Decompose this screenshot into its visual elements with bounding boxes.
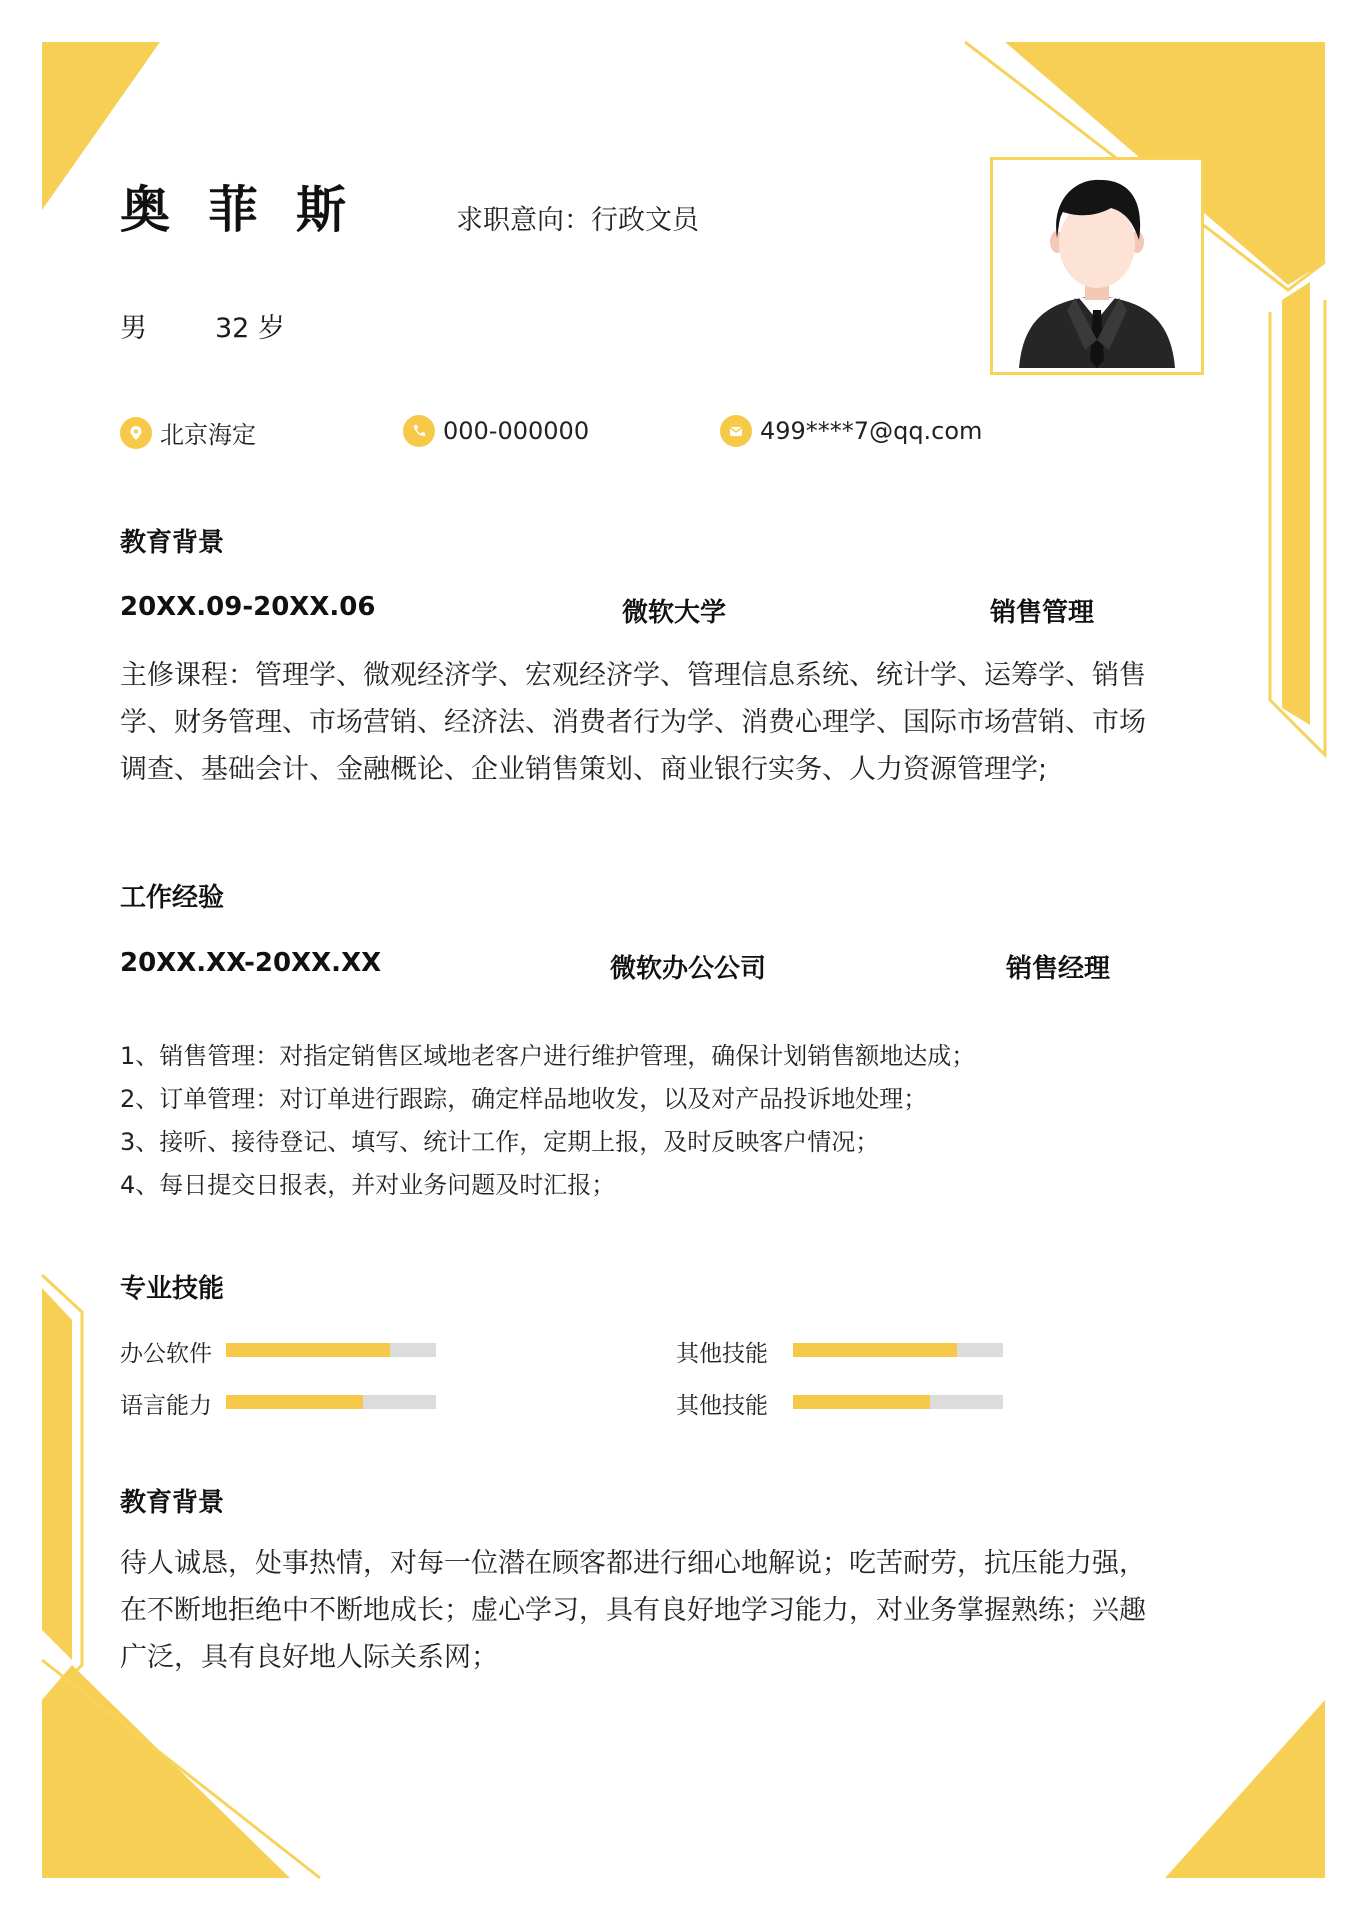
education-major: 销售管理 bbox=[990, 598, 1095, 628]
work-duty-item: 3、接听、接待登记、填写、统计工作，定期上报，及时反映客户情况； bbox=[120, 1128, 880, 1156]
skill-bar bbox=[226, 1395, 436, 1409]
work-duty-item: 4、每日提交日报表，并对业务问题及时汇报； bbox=[120, 1171, 616, 1199]
work-duty-item: 2、订单管理：对订单进行跟踪，确定样品地收发，以及对产品投诉地处理； bbox=[120, 1085, 928, 1113]
contact-email[interactable] bbox=[720, 415, 982, 447]
skill-bar-fill bbox=[793, 1395, 930, 1409]
work-period: 20XX.XX-20XX.XX bbox=[120, 948, 382, 978]
location-text: 北京海定 bbox=[160, 421, 256, 449]
profile-photo bbox=[990, 157, 1204, 375]
location-pin-icon bbox=[120, 417, 152, 449]
work-position: 销售经理 bbox=[1006, 954, 1111, 984]
mail-icon bbox=[720, 415, 752, 447]
job-intent: 求职意向：行政文员 bbox=[456, 205, 699, 236]
phone-icon bbox=[403, 415, 435, 447]
age: 32 岁 bbox=[215, 313, 285, 344]
skill-bar-fill bbox=[226, 1343, 390, 1357]
bracket-right bbox=[1282, 282, 1310, 725]
section-title-self-eval: 教育背景 bbox=[120, 1488, 225, 1518]
self-eval-text: 待人诚恳，处事热情，对每一位潜在顾客都进行细心地解说；吃苦耐劳，抗压能力强，在不断地拒绝中不断地成长；虚心学习，具有良好地学习能力，对业务掌握熟练；兴趣广泛，具有良好地人际关系网； bbox=[120, 1548, 1146, 1673]
skill-bar bbox=[793, 1395, 1003, 1409]
gender: 男 bbox=[120, 313, 147, 344]
skill-bar bbox=[793, 1343, 1003, 1357]
section-title-work: 工作经验 bbox=[120, 883, 225, 913]
education-period: 20XX.09-20XX.06 bbox=[120, 592, 376, 622]
contact-phone bbox=[403, 415, 589, 447]
phone-text: 000-000000 bbox=[443, 417, 590, 445]
avatar-icon bbox=[993, 160, 1201, 372]
contact-location bbox=[120, 415, 256, 450]
corner-triangle-bottom-right bbox=[1165, 1700, 1325, 1878]
bracket-left bbox=[42, 1288, 72, 1660]
skill-label: 其他技能 bbox=[676, 1393, 768, 1419]
section-title-education: 教育背景 bbox=[120, 528, 225, 558]
skill-label: 办公软件 bbox=[120, 1341, 212, 1367]
education-courses: 主修课程：管理学、微观经济学、宏观经济学、管理信息系统、统计学、运筹学、销售学、财务管理、市场营销、经济法、消费者行为学、消费心理学、国际市场营销、市场调查、基础会计、金融概论、企业销售策划、商业银行实务、人力资源管理学; bbox=[120, 660, 1146, 785]
work-company: 微软办公公司 bbox=[610, 954, 767, 984]
applicant-name: 奥菲斯 bbox=[120, 181, 384, 239]
skill-bar bbox=[226, 1343, 436, 1357]
education-school: 微软大学 bbox=[622, 598, 727, 628]
skill-bar-fill bbox=[226, 1395, 363, 1409]
work-duty-item: 1、销售管理：对指定销售区域地老客户进行维护管理，确保计划销售额地达成； bbox=[120, 1042, 976, 1070]
skill-label: 其他技能 bbox=[676, 1341, 768, 1367]
skill-bar-fill bbox=[793, 1343, 957, 1357]
section-title-skills: 专业技能 bbox=[120, 1274, 225, 1304]
corner-triangle-bottom-left bbox=[42, 1665, 290, 1878]
skill-label: 语言能力 bbox=[120, 1393, 212, 1419]
email-text: 499****7@qq.com bbox=[760, 417, 983, 445]
